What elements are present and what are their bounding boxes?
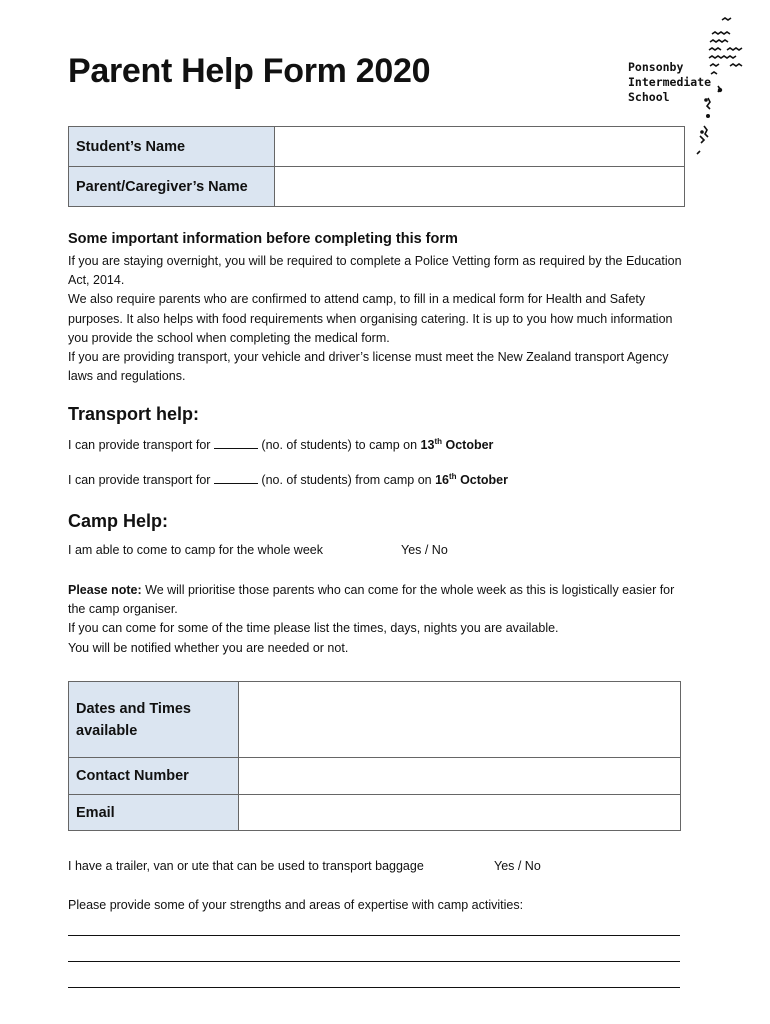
dates-times-field[interactable]	[239, 682, 681, 758]
email-label: Email	[69, 795, 239, 831]
school-name-line: School	[628, 90, 670, 104]
table-row	[69, 795, 681, 831]
student-name-label: Student’s Name	[69, 127, 275, 167]
note-label: Please note:	[68, 583, 142, 597]
transport-month: October	[460, 473, 508, 488]
info-paragraph: If you are staying overnight, you will be required to complete a Police Vetting form as required by the Education Act, 2014.	[68, 254, 682, 288]
whole-week-line	[68, 543, 448, 557]
school-name-line: Intermediate	[628, 75, 712, 89]
student-name-field[interactable]	[275, 127, 685, 167]
dates-times-label: Dates and Times available	[69, 682, 239, 758]
student-details-table	[68, 126, 685, 207]
strengths-answer-line[interactable]	[68, 987, 680, 988]
page-title: Parent Help Form 2020	[68, 52, 431, 90]
school-name-line: Ponsonby	[628, 60, 684, 74]
trailer-options[interactable]: Yes / No	[494, 859, 541, 873]
info-paragraph: We also require parents who are confirmed to attend camp, to fill in a medical form for Health and Safety purposes. It also helps with food requirements when organising catering. It is up to you how much information you provide the school when completing the medical form.	[68, 292, 673, 345]
transport-prefix: I can provide transport for	[68, 438, 211, 453]
email-field[interactable]	[239, 795, 681, 831]
table-row	[69, 758, 681, 795]
transport-prefix: I can provide transport for	[68, 473, 211, 488]
camp-heading: Camp Help:	[68, 511, 169, 531]
table-row	[69, 167, 685, 207]
info-heading: Some important information before completing this form	[68, 231, 458, 247]
transport-middle: (no. of students) from camp on	[261, 473, 432, 488]
availability-table	[68, 681, 681, 831]
transport-heading: Transport help:	[68, 404, 200, 424]
note-line: You will be notified whether you are needed or not.	[68, 640, 349, 655]
contact-number-label: Contact Number	[69, 758, 239, 795]
trailer-text: I have a trailer, van or ute that can be used to transport baggage	[68, 859, 424, 873]
school-name	[628, 60, 711, 105]
note-text: We will prioritise those parents who can come for the whole week as this is logistically easier for the camp organiser.	[68, 583, 675, 617]
transport-middle: (no. of students) to camp on	[261, 438, 418, 453]
parent-name-field[interactable]	[275, 167, 685, 207]
table-row	[69, 127, 685, 167]
info-paragraph: If you are providing transport, your vehicle and driver’s license must meet the New Zealand transport Agency laws and regulations.	[68, 350, 669, 384]
students-to-camp-blank[interactable]	[214, 438, 258, 449]
strengths-prompt: Please provide some of your strengths and areas of expertise with camp activities:	[68, 898, 524, 912]
whole-week-text: I am able to come to camp for the whole week	[68, 543, 323, 557]
trailer-line	[68, 859, 541, 873]
parent-name-label: Parent/Caregiver’s Name	[69, 167, 275, 207]
table-row	[69, 682, 681, 758]
students-from-camp-blank[interactable]	[214, 473, 258, 484]
whole-week-options[interactable]: Yes / No	[401, 543, 448, 557]
transport-month: October	[445, 438, 494, 453]
strengths-answer-line[interactable]	[68, 935, 680, 936]
contact-number-field[interactable]	[239, 758, 681, 795]
transport-day: 13	[420, 438, 435, 453]
transport-to-camp-line	[68, 437, 493, 452]
transport-day-suffix: th	[434, 437, 442, 446]
transport-day-suffix: th	[449, 472, 457, 481]
strengths-answer-line[interactable]	[68, 961, 680, 962]
transport-from-camp-line	[68, 472, 508, 487]
note-line: If you can come for some of the time please list the times, days, nights you are available.	[68, 621, 559, 636]
info-paragraphs	[68, 252, 688, 386]
camp-note	[68, 581, 688, 658]
transport-day: 16	[435, 473, 450, 488]
